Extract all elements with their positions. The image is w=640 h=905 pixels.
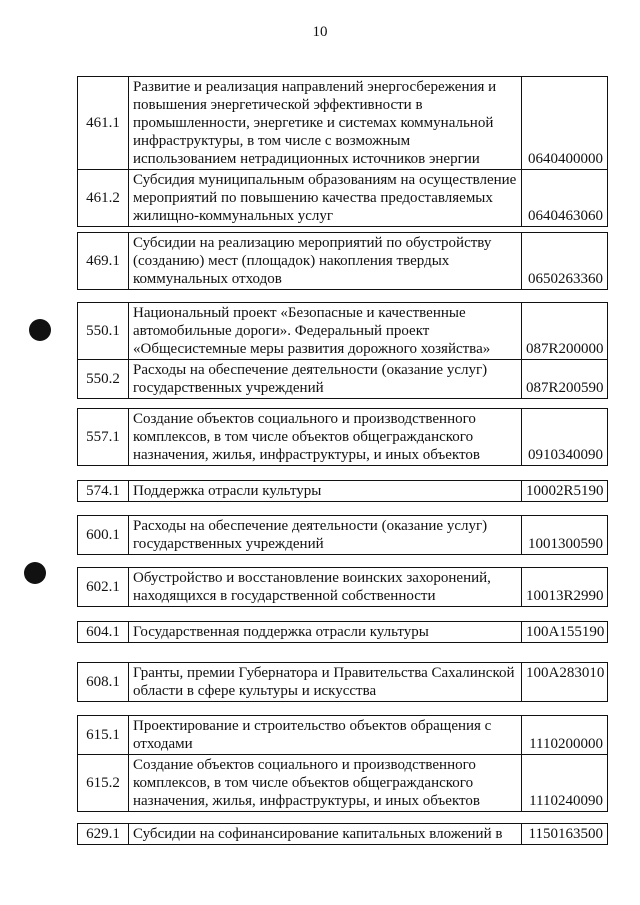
- row-description: Национальный проект «Безопасные и качественные автомобильные дороги». Федеральный проект «Общесистемные меры развития дорожного хозяйства»: [129, 303, 522, 360]
- table-row: [78, 77, 608, 170]
- row-description: Субсидии на реализацию мероприятий по обустройству (созданию) мест (площадок) накопления твердых коммунальных отходов: [129, 233, 522, 290]
- row-number: 615.2: [78, 755, 129, 812]
- table-row: [78, 516, 608, 555]
- table-row: [78, 233, 608, 290]
- row-number: 469.1: [78, 233, 129, 290]
- budget-table: [77, 480, 608, 502]
- page-number: 10: [312, 24, 328, 40]
- row-code: 100A283010: [522, 663, 608, 702]
- budget-table: [77, 76, 608, 227]
- row-code: 0650263360: [522, 233, 608, 290]
- table-row: [78, 824, 608, 845]
- budget-table: [77, 662, 608, 702]
- row-number: 604.1: [78, 622, 129, 643]
- row-number: 461.2: [78, 170, 129, 227]
- row-number: 550.2: [78, 360, 129, 399]
- row-number: 615.1: [78, 716, 129, 755]
- row-number: 600.1: [78, 516, 129, 555]
- budget-table: [77, 715, 608, 812]
- row-description: Расходы на обеспечение деятельности (оказание услуг) государственных учреждений: [129, 360, 522, 399]
- row-description: Субсидия муниципальным образованиям на осуществление мероприятий по повышению качества предоставляемых жилищно-коммунальных услуг: [129, 170, 522, 227]
- table-row: [78, 663, 608, 702]
- row-code: 10002R5190: [522, 481, 608, 502]
- table-row: [78, 568, 608, 607]
- row-description: Создание объектов социального и производственного комплексов, в том числе объектов общегражданского назначения, жилья, инфраструктуры, и иных объектов: [129, 409, 522, 466]
- table-row: [78, 303, 608, 360]
- row-code: 1150163500: [522, 824, 608, 845]
- table-row: [78, 622, 608, 643]
- table-row: [78, 170, 608, 227]
- row-description: Гранты, премии Губернатора и Правительства Сахалинской области в сфере культуры и искусства: [129, 663, 522, 702]
- row-number: 574.1: [78, 481, 129, 502]
- row-number: 602.1: [78, 568, 129, 607]
- table-row: [78, 409, 608, 466]
- row-code: 1001300590: [522, 516, 608, 555]
- budget-table: [77, 232, 608, 290]
- row-description: Проектирование и строительство объектов обращения с отходами: [129, 716, 522, 755]
- table-row: [78, 481, 608, 502]
- budget-table: [77, 823, 608, 845]
- row-description: Государственная поддержка отрасли культуры: [129, 622, 522, 643]
- punch-hole-mark: [29, 319, 51, 341]
- row-code: 1110240090: [522, 755, 608, 812]
- row-number: 629.1: [78, 824, 129, 845]
- row-number: 557.1: [78, 409, 129, 466]
- budget-table: [77, 515, 608, 555]
- row-code: 1110200000: [522, 716, 608, 755]
- row-number: 461.1: [78, 77, 129, 170]
- row-code: 0640400000: [522, 77, 608, 170]
- row-description: Создание объектов социального и производственного комплексов, в том числе объектов общегражданского назначения, жилья, инфраструктуры, и иных объектов: [129, 755, 522, 812]
- budget-table: [77, 408, 608, 466]
- row-description: Расходы на обеспечение деятельности (оказание услуг) государственных учреждений: [129, 516, 522, 555]
- row-description: Развитие и реализация направлений энергосбережения и повышения энергетической эффективности в промышленности, энергетике и системах коммунальной инфраструктуры, в том числе с возможным использованием нетрадиционных источников энергии: [129, 77, 522, 170]
- table-row: [78, 360, 608, 399]
- row-code: 087R200590: [522, 360, 608, 399]
- table-row: [78, 716, 608, 755]
- row-code: 100A155190: [522, 622, 608, 643]
- row-code: 0640463060: [522, 170, 608, 227]
- row-description: Поддержка отрасли культуры: [129, 481, 522, 502]
- row-description: Обустройство и восстановление воинских захоронений, находящихся в государственной собственности: [129, 568, 522, 607]
- row-description: Субсидии на софинансирование капитальных вложений в: [129, 824, 522, 845]
- budget-table: [77, 302, 608, 399]
- row-code: 10013R2990: [522, 568, 608, 607]
- row-code: 087R200000: [522, 303, 608, 360]
- table-row: [78, 755, 608, 812]
- punch-hole-mark: [24, 562, 46, 584]
- row-number: 550.1: [78, 303, 129, 360]
- row-number: 608.1: [78, 663, 129, 702]
- budget-table: [77, 621, 608, 643]
- budget-table: [77, 567, 608, 607]
- row-code: 0910340090: [522, 409, 608, 466]
